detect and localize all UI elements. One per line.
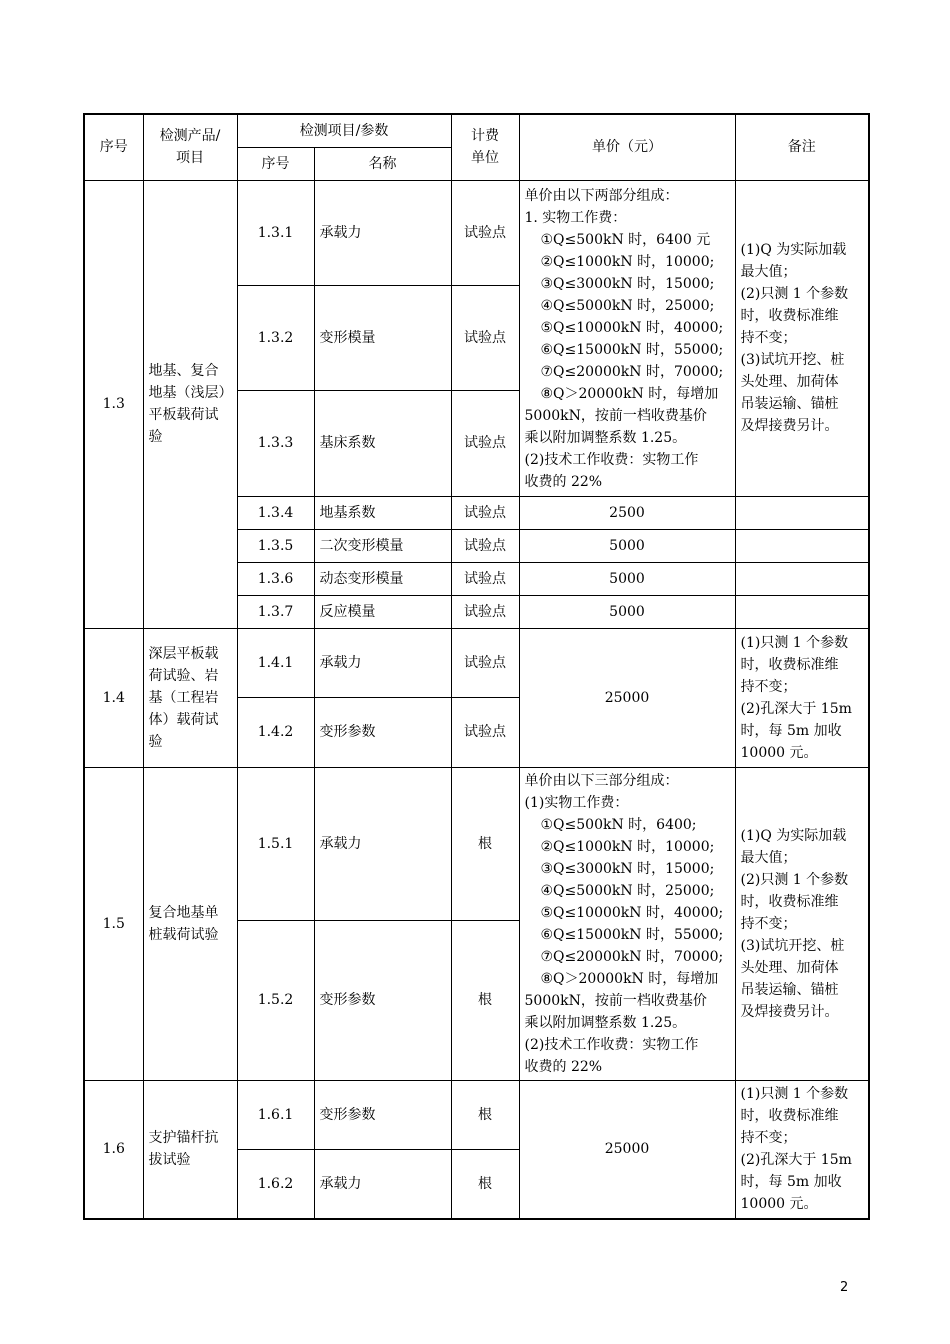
- note-line: 时，每 5m 加收: [740, 722, 842, 739]
- item-name: 反应模量: [314, 595, 451, 628]
- item-no: 1.6.1: [237, 1080, 314, 1149]
- note-detail: [735, 767, 869, 1080]
- item-name: 地基系数: [314, 496, 451, 529]
- note-line: (1)只测 1 个参数: [740, 1086, 849, 1103]
- price-line: ⑤Q≤10000kN 时，40000;: [540, 904, 724, 921]
- item-note: [735, 562, 869, 595]
- header-product: 检测产品/项目: [143, 114, 237, 180]
- note-line: 持不变；: [740, 330, 797, 346]
- price-line: 5000kN，按前一档收费基价: [524, 407, 707, 424]
- note-detail: [735, 180, 869, 496]
- item-unit: 试验点: [451, 496, 519, 529]
- note-line: 时，每 5m 加收: [740, 1174, 842, 1191]
- row-product: 深层平板载荷试验、岩基（工程岩体）载荷试验: [143, 628, 237, 767]
- note-line: (3)试坑开挖、桩: [740, 352, 845, 368]
- item-unit: 根: [451, 1149, 519, 1219]
- note-line: 持不变；: [740, 915, 797, 932]
- item-no: 1.3.1: [237, 180, 314, 285]
- note-line: 头处理、加荷体: [740, 374, 839, 390]
- note-line: (1)Q 为实际加载: [740, 242, 847, 258]
- item-name: 承载力: [314, 767, 451, 920]
- note-line: (1)只测 1 个参数: [740, 634, 849, 651]
- header-unit: 计费单位: [451, 114, 519, 180]
- item-no: 1.6.2: [237, 1149, 314, 1219]
- item-name: 基床系数: [314, 390, 451, 496]
- item-note: [735, 496, 869, 529]
- row-seq: 1.6: [84, 1080, 143, 1219]
- header-price: 单价（元）: [519, 114, 735, 180]
- item-no: 1.3.6: [237, 562, 314, 595]
- note-line: 吊装运输、锚桩: [740, 396, 839, 412]
- item-unit: 试验点: [451, 285, 519, 390]
- item-unit: 试验点: [451, 180, 519, 285]
- item-name: 承载力: [314, 628, 451, 697]
- price-line: ③Q≤3000kN 时，15000;: [540, 275, 715, 292]
- note-line: (1)Q 为实际加载: [740, 827, 847, 844]
- price-line: ⑥Q≤15000kN 时，55000;: [540, 926, 724, 943]
- item-unit: 试验点: [451, 595, 519, 628]
- price-line: 5000kN，按前一档收费基价: [524, 992, 707, 1009]
- note-line: 时，收费标准维: [740, 308, 839, 324]
- note-line: 时，收费标准维: [740, 656, 839, 673]
- row-product: 支护锚杆抗拔试验: [143, 1080, 237, 1219]
- item-name: 二次变形模量: [314, 529, 451, 562]
- price-line: ⑥Q≤15000kN 时，55000;: [540, 341, 724, 358]
- note-line: 10000 元。: [740, 744, 818, 761]
- fee-table: [83, 113, 870, 1220]
- row-seq: 1.5: [84, 767, 143, 1080]
- price-line: (1)实物工作费：: [524, 794, 629, 811]
- note-line: 及焊接费另计。: [740, 418, 839, 434]
- price-line: 单价由以下两部分组成：: [524, 187, 679, 204]
- price-line: ③Q≤3000kN 时，15000;: [540, 860, 715, 877]
- note-line: 及焊接费另计。: [740, 1003, 839, 1020]
- note-line: 时，收费标准维: [740, 893, 839, 910]
- row-price: 25000: [519, 1080, 735, 1219]
- price-line: ⑧Q＞20000kN 时，每增加: [540, 385, 719, 402]
- page-number: 2: [840, 1280, 849, 1295]
- note-line: 10000 元。: [740, 1196, 818, 1213]
- table-row: [84, 767, 869, 920]
- note-line: 吊装运输、锚桩: [740, 981, 839, 998]
- row-seq: 1.4: [84, 628, 143, 767]
- price-line: 乘以附加调整系数 1.25。: [524, 1014, 687, 1031]
- item-no: 1.4.2: [237, 697, 314, 767]
- price-detail: [519, 180, 735, 496]
- note-line: 最大值；: [740, 264, 797, 280]
- header-item-group: 检测项目/参数: [237, 114, 451, 147]
- price-line: ①Q≤500kN 时，6400 元: [540, 231, 711, 248]
- table-row: [84, 1080, 869, 1149]
- price-line: ①Q≤500kN 时，6400;: [540, 816, 697, 833]
- note-line: (2)只测 1 个参数: [740, 286, 849, 302]
- row-price: 25000: [519, 628, 735, 767]
- item-name: 变形模量: [314, 285, 451, 390]
- item-price: 5000: [519, 595, 735, 628]
- item-unit: 根: [451, 767, 519, 920]
- price-line: 收费的 22%: [524, 1058, 603, 1075]
- item-no: 1.4.1: [237, 628, 314, 697]
- table-row: [84, 180, 869, 285]
- item-note: [735, 529, 869, 562]
- item-unit: 根: [451, 920, 519, 1080]
- note-line: (2)孔深大于 15m: [740, 700, 852, 717]
- price-line: (2)技术工作收费：实物工作: [524, 1036, 699, 1053]
- item-unit: 试验点: [451, 529, 519, 562]
- header-sub-name: 名称: [314, 147, 451, 180]
- note-detail: [735, 628, 869, 767]
- item-note: [735, 595, 869, 628]
- item-name: 变形参数: [314, 1080, 451, 1149]
- price-line: (2)技术工作收费：实物工作: [524, 451, 699, 468]
- price-line: ⑧Q＞20000kN 时，每增加: [540, 970, 719, 987]
- note-line: 持不变；: [740, 1130, 797, 1147]
- item-unit: 根: [451, 1080, 519, 1149]
- item-unit: 试验点: [451, 562, 519, 595]
- price-line: ②Q≤1000kN 时，10000;: [540, 253, 715, 270]
- header-seq: 序号: [84, 114, 143, 180]
- note-line: 头处理、加荷体: [740, 959, 839, 976]
- item-name: 承载力: [314, 180, 451, 285]
- price-line: ④Q≤5000kN 时，25000;: [540, 882, 715, 899]
- item-name: 动态变形模量: [314, 562, 451, 595]
- item-no: 1.3.2: [237, 285, 314, 390]
- item-name: 变形参数: [314, 697, 451, 767]
- note-detail: [735, 1080, 869, 1219]
- price-line: 1. 实物工作费：: [524, 209, 627, 226]
- price-line: ②Q≤1000kN 时，10000;: [540, 838, 715, 855]
- item-no: 1.5.1: [237, 767, 314, 920]
- header-sub-seq: 序号: [237, 147, 314, 180]
- item-name: 承载力: [314, 1149, 451, 1219]
- price-line: 收费的 22%: [524, 473, 603, 490]
- item-price: 2500: [519, 496, 735, 529]
- price-line: 乘以附加调整系数 1.25。: [524, 429, 687, 446]
- item-price: 5000: [519, 529, 735, 562]
- price-line: ⑦Q≤20000kN 时，70000;: [540, 363, 724, 380]
- note-line: 持不变；: [740, 678, 797, 695]
- row-seq: 1.3: [84, 180, 143, 628]
- table-row: [84, 628, 869, 697]
- price-line: ⑦Q≤20000kN 时，70000;: [540, 948, 724, 965]
- note-line: (2)只测 1 个参数: [740, 871, 849, 888]
- price-line: ④Q≤5000kN 时，25000;: [540, 297, 715, 314]
- item-unit: 试验点: [451, 628, 519, 697]
- price-line: 单价由以下三部分组成：: [524, 772, 679, 789]
- price-detail: [519, 767, 735, 1080]
- price-line: ⑤Q≤10000kN 时，40000;: [540, 319, 724, 336]
- item-no: 1.3.5: [237, 529, 314, 562]
- item-unit: 试验点: [451, 390, 519, 496]
- item-name: 变形参数: [314, 920, 451, 1080]
- note-line: 最大值；: [740, 849, 797, 866]
- item-no: 1.5.2: [237, 920, 314, 1080]
- item-unit: 试验点: [451, 697, 519, 767]
- item-price: 5000: [519, 562, 735, 595]
- header-note: 备注: [735, 114, 869, 180]
- item-no: 1.3.4: [237, 496, 314, 529]
- row-product: 复合地基单桩载荷试验: [143, 767, 237, 1080]
- note-line: (3)试坑开挖、桩: [740, 937, 845, 954]
- item-no: 1.3.3: [237, 390, 314, 496]
- note-line: 时，收费标准维: [740, 1108, 839, 1125]
- note-line: (2)孔深大于 15m: [740, 1152, 852, 1169]
- item-no: 1.3.7: [237, 595, 314, 628]
- header-row: [84, 114, 869, 147]
- row-product: 地基、复合地基（浅层）平板载荷试验: [143, 180, 237, 628]
